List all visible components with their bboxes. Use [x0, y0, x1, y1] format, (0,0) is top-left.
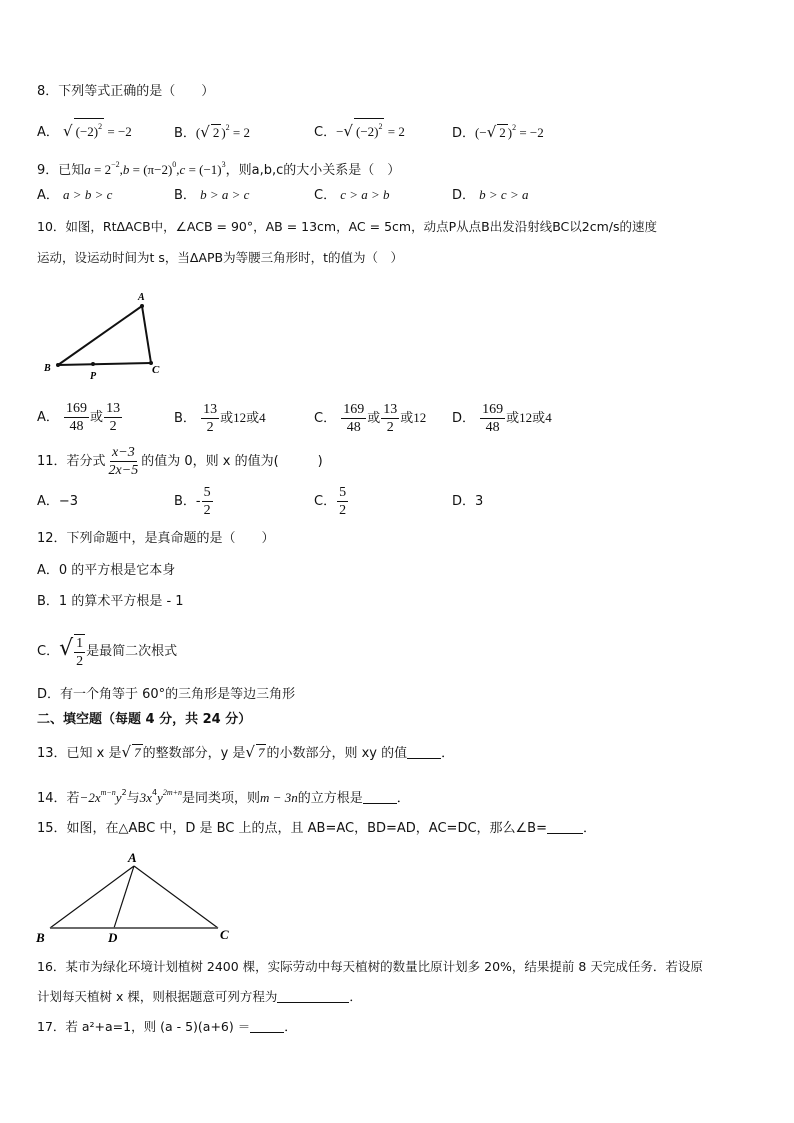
- label-b: B: [36, 930, 45, 945]
- q12-option-c: C．√ $\frac{1}{2}$ 是最简二次根式: [37, 635, 178, 669]
- q8-option-b: B．(√ 2 )$^2$ = 2: [174, 123, 251, 141]
- answer-blank-13[interactable]: [407, 744, 441, 759]
- q10-option-c: C． $\frac{169}{48}$ 或 $\frac{13}{2}$ 或12: [314, 402, 427, 435]
- q8-option-c: C．−√ $(-2)^2 = 2$: [314, 118, 405, 143]
- question-15: 15．如图，在△ABC 中，D 是 BC 上的点，且 AB=AC，BD=AD，AC=DC，那么∠B= ．: [37, 821, 597, 836]
- q9-option-b: B． b > a > c: [174, 187, 250, 203]
- q9-option-d: D． b > c > a: [452, 187, 529, 203]
- question-8-stem: 8．下列等式正确的是（ ）: [37, 84, 215, 99]
- q12-option-b: B．1 的算术平方根是 - 1: [37, 594, 184, 609]
- q11-option-a: A．−3: [37, 494, 79, 509]
- question-11-stem: 11．若分式 $\frac{x-3}{2x-5}$ 的值为 0，则 x 的值为( ): [37, 445, 323, 478]
- question-17: 17．若 a²+a=1，则 (a - 5)(a+6) ＝ ．: [37, 1019, 297, 1034]
- question-12-stem: 12．下列命题中，是真命题的是（ ）: [37, 531, 275, 546]
- label-a: A: [138, 292, 145, 303]
- question-16-line1: 16．某市为绿化环境计划植树 2400 棵，实际劳动中每天植树的数量比原计划多 20%，结果提前 8 天完成任务．若设原: [37, 959, 703, 974]
- q8-option-a: A． √ $(-2)^2 = -2$: [37, 118, 132, 143]
- section-title-fill-in: 二、填空题（每题 4 分，共 24 分）: [37, 712, 252, 727]
- question-10-line1: 10．如图，RtΔACB中，∠ACB = 90°，AB = 13cm，AC = 5cm，动点P从点B出发沿射线BC以2cm/s的速度: [37, 219, 658, 234]
- q15-triangle-figure: [30, 848, 250, 948]
- answer-blank-17[interactable]: [250, 1018, 284, 1033]
- q10-triangle-figure: [40, 285, 170, 380]
- question-13: 13．已知 x 是√ 7 的整数部分，y 是√ 7 的小数部分，则 xy 的值 ．: [37, 743, 455, 761]
- label-b: B: [44, 363, 51, 374]
- answer-blank-15[interactable]: [547, 819, 583, 834]
- q10-option-b: B． $\frac{13}{2}$ 或12或4: [174, 402, 266, 435]
- q9-option-a: A． a > b > c: [37, 187, 113, 203]
- q12-option-d: D．有一个角等于 60°的三角形是等边三角形: [37, 687, 296, 702]
- question-16-line2: 计划每天植树 x 棵，则根据题意可列方程为 ．: [37, 989, 362, 1004]
- q11-option-d: D．3: [452, 494, 484, 509]
- label-c: C: [220, 927, 229, 942]
- q10-option-a: A． $\frac{169}{48}$ 或 $\frac{13}{2}$: [37, 401, 121, 434]
- q9-option-c: C． c > a > b: [314, 187, 390, 203]
- question-10-line2: 运动，设运动时间为t s，当ΔAPB为等腰三角形时，t的值为（ ）: [37, 250, 404, 265]
- label-d: D: [108, 930, 118, 945]
- label-p: P: [90, 371, 97, 380]
- question-14: 14．若$-2x^{m-n}y^2$与$3x^4y^{2m+n}$是同类项，则m − 3n的立方根是 ．: [37, 788, 410, 806]
- q11-option-b: B．- $\frac{5}{2}$: [174, 485, 211, 518]
- q12-option-a: A．0 的平方根是它本身: [37, 563, 176, 578]
- question-9-stem: 9．已知$a = 2^{-2},b = (\pi-2)^0,c = (-1)^3$，则a,b,c的大小关系是（ ）: [37, 160, 401, 178]
- label-a: A: [128, 850, 137, 865]
- q8-option-d: D．(−√ 2 )$^2$ = −2: [452, 123, 544, 141]
- q11-option-c: C． $\frac{5}{2}$: [314, 485, 347, 518]
- answer-blank-14[interactable]: [363, 789, 397, 804]
- label-c: C: [152, 364, 160, 376]
- answer-blank-16[interactable]: [277, 988, 349, 1003]
- q10-option-d: D． $\frac{169}{48}$ 或12或4: [452, 402, 552, 435]
